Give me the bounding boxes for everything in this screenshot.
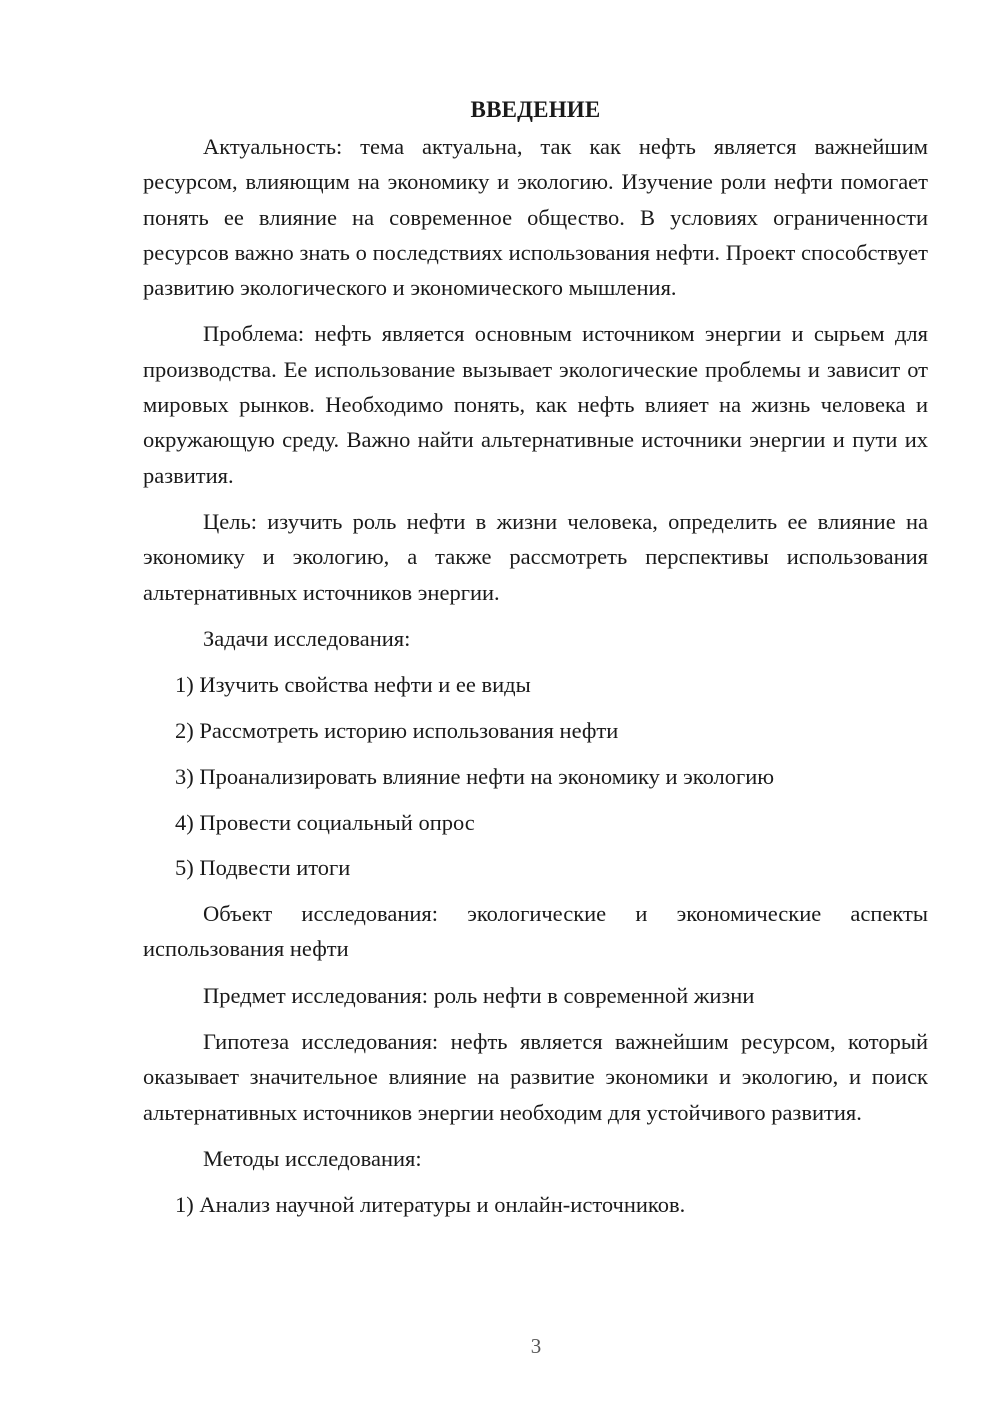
methods-list bbox=[143, 1187, 928, 1222]
list-item-task-4: 4) Провести социальный опрос bbox=[175, 809, 475, 835]
tasks-list bbox=[143, 667, 928, 885]
tasks-heading: Задачи исследования: bbox=[203, 625, 411, 651]
subject-paragraph: Предмет исследования: роль нефти в современной жизни bbox=[203, 982, 755, 1008]
relevance-paragraph: Актуальность: тема актуальна, так как нефть является важнейшим ресурсом, влияющим на экономику и экологию. Изучение роли нефти помогает понять ее влияние на современное общество. В условиях ограниченности ресурсов важно знать о последствиях использования нефти. Проект способствует развитию экологического и экономического мышления. bbox=[143, 134, 928, 301]
list-item-task-5: 5) Подвести итоги bbox=[175, 855, 351, 881]
list-item-task-1: 1) Изучить свойства нефти и ее виды bbox=[175, 672, 531, 698]
methods-heading: Методы исследования: bbox=[203, 1145, 422, 1171]
goal-paragraph: Цель: изучить роль нефти в жизни человека, определить ее влияние на экономику и экологию, а также рассмотреть перспективы использования альтернативных источников энергии. bbox=[143, 508, 928, 605]
list-item-method-1: 1) Анализ научной литературы и онлайн-источников. bbox=[175, 1192, 686, 1218]
page-number: 3 bbox=[530, 1334, 542, 1358]
list-item-task-2: 2) Рассмотреть историю использования нефти bbox=[175, 717, 619, 743]
section-heading: ВВЕДЕНИЕ bbox=[470, 97, 601, 122]
object-paragraph: Объект исследования: экологические и экономические аспекты использования нефти bbox=[143, 901, 928, 962]
hypothesis-paragraph: Гипотеза исследования: нефть является важнейшим ресурсом, который оказывает значительное влияние на развитие экономики и экологию, и поиск альтернативных источников энергии необходим для устойчивого развития. bbox=[143, 1029, 928, 1125]
page-content bbox=[143, 92, 928, 1233]
problem-paragraph: Проблема: нефть является основным источником энергии и сырьем для производства. Ее использование вызывает экологические проблемы и зависит от мировых рынков. Необходимо понять, как нефть влияет на жизнь человека и окружающую среду. Важно найти альтернативные источники энергии и пути их развития. bbox=[143, 321, 928, 488]
list-item-task-3: 3) Проанализировать влияние нефти на экономику и экологию bbox=[175, 763, 775, 789]
